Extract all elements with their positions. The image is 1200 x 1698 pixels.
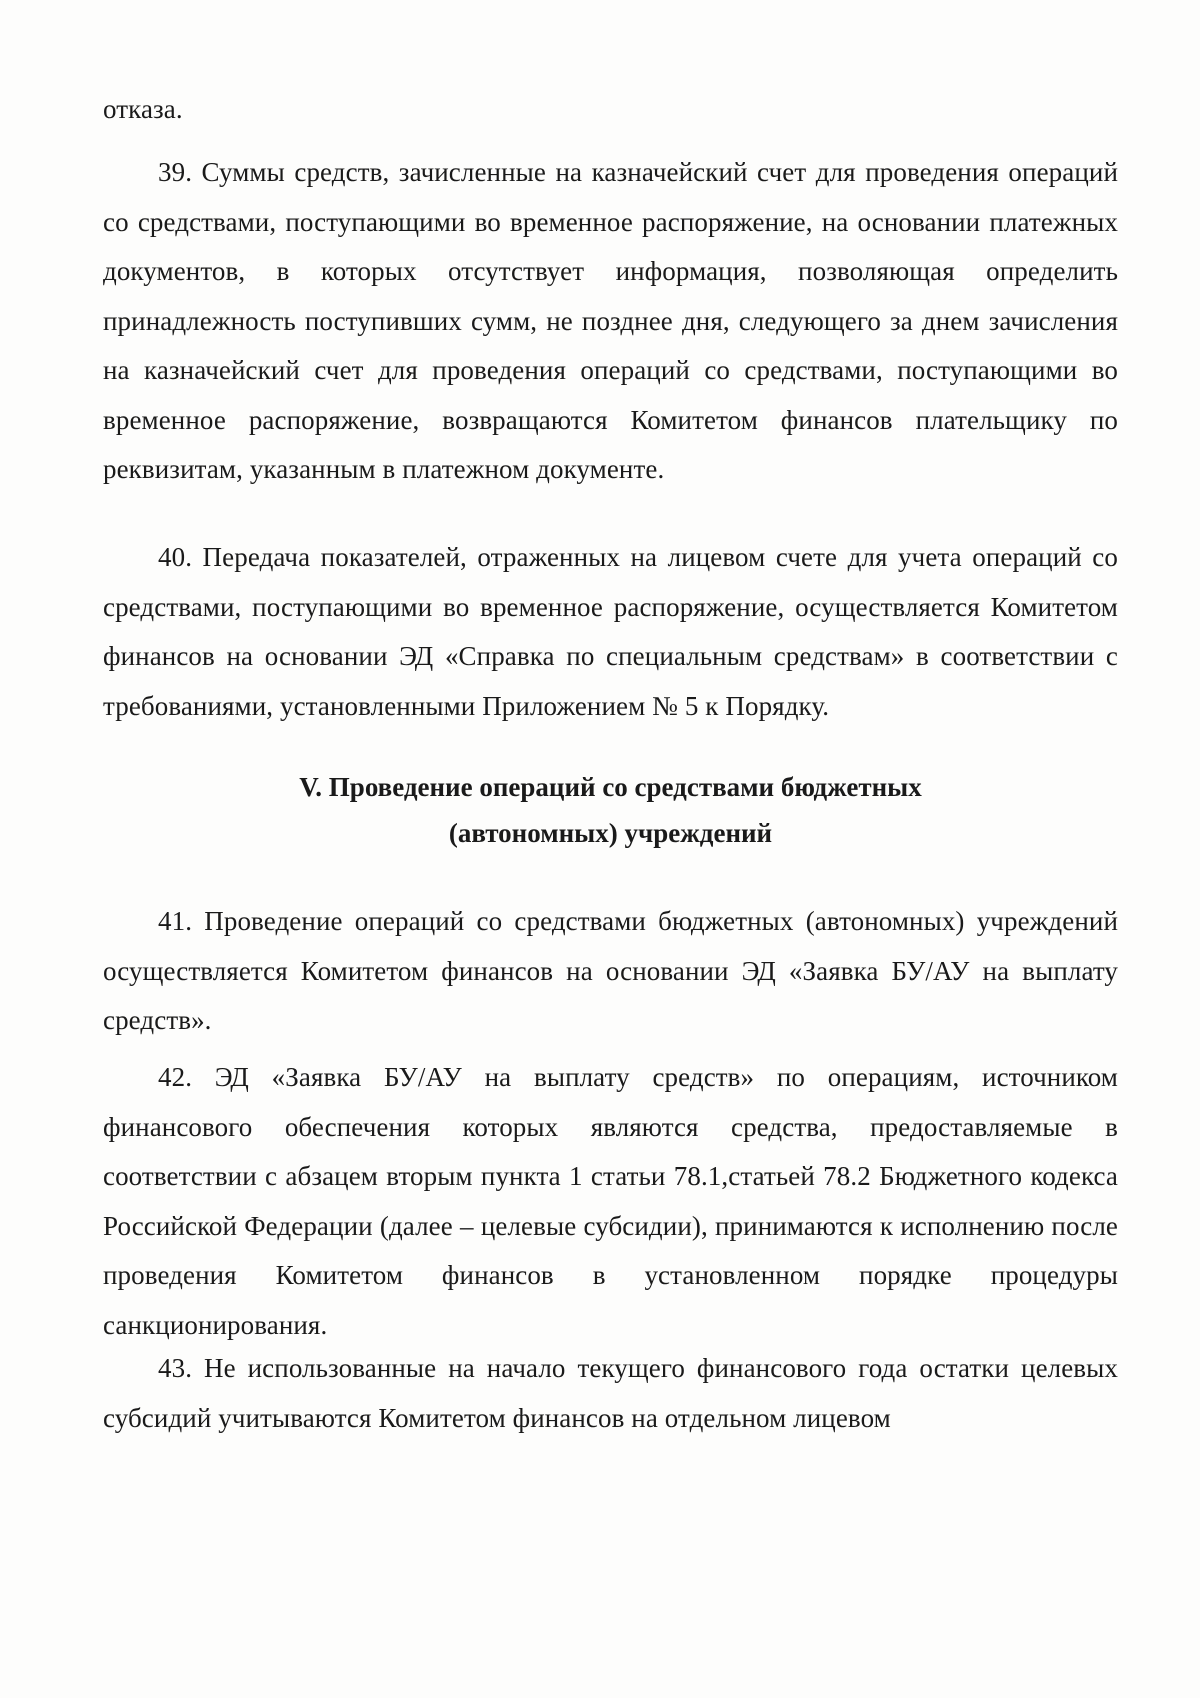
paragraph-40-text: 40. Передача показателей, отраженных на лицевом счете для учета операций со средствами, поступающими во временное распоряжение, осуществляется Комитетом финансов на основании ЭД «Справка по специальным средствам» в соответствии с требованиями, установленными Приложением № 5 к Порядку. <box>103 542 1118 721</box>
lead-line: отказа. <box>103 94 183 124</box>
paragraph-39-text: 39. Суммы средств, зачисленные на казначейский счет для проведения операций со средствами, поступающими во временное распоряжение, на основании платежных документов, в которых отсутствует информация, позволяющая определить принадлежность поступивших сумм, не позднее дня, следующего за днем зачисления на казначейский счет для проведения операций со средствами, поступающими во временное распоряжение, возвращаются Комитетом финансов плательщику по реквизитам, указанным в платежном документе. <box>103 157 1118 484</box>
paragraph-40 <box>103 533 1118 731</box>
paragraph-41-text: 41. Проведение операций со средствами бюджетных (автономных) учреждений осуществляется Комитетом финансов на основании ЭД «Заявка БУ/АУ на выплату средств». <box>103 906 1118 1035</box>
paragraph-43 <box>103 1344 1118 1443</box>
paragraph-43-text: 43. Не использованные на начало текущего финансового года остатки целевых субсидий учитываются Комитетом финансов на отдельном лицевом <box>103 1353 1118 1433</box>
paragraph-42 <box>103 1053 1118 1350</box>
continued-text-line <box>103 85 1118 135</box>
paragraph-41 <box>103 897 1118 1046</box>
section-heading-line-2: (автономных) учреждений <box>448 818 773 848</box>
paragraph-39 <box>103 148 1118 495</box>
paragraph-42-text: 42. ЭД «Заявка БУ/АУ на выплату средств» по операциям, источником финансового обеспечения которых являются средства, предоставляемые в соответствии с абзацем вторым пункта 1 статьи 78.1,статьей 78.2 Бюджетного кодекса Российской Федерации (далее – целевые субсидии), принимаются к исполнению после проведения Комитетом финансов в установленном порядке процедуры санкционирования. <box>103 1062 1118 1340</box>
section-heading-line-1: V. Проведение операций со средствами бюджетных <box>299 772 922 802</box>
